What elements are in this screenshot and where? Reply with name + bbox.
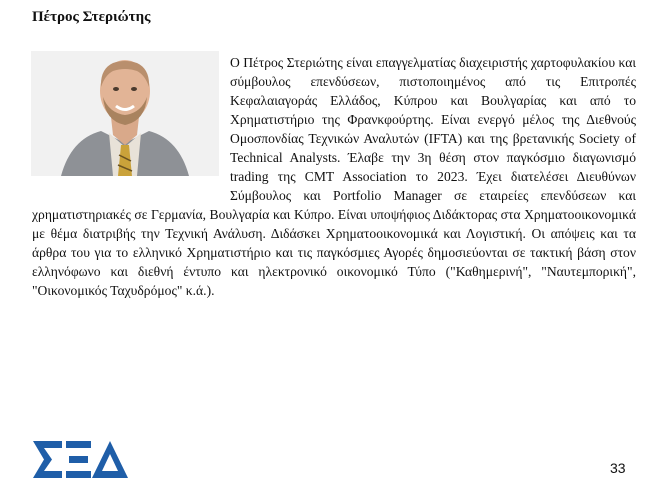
bio-text-block bbox=[32, 53, 636, 300]
bio-paragraph: Ο Πέτρος Στεριώτης είναι επαγγελματίας διαχειριστής χαρτοφυλακίου και σύμβουλος επενδύσεων, πιστοποιημένος από τις Επιτροπές Κεφαλαιαγοράς Ελλάδος, Κύπρου και Βουλγαρίας και από το Χρηματιστήριο της Φρανκφούρτης. Είναι ενεργό μέλος της Διεθνούς Ομοσπονδίας Τεχνικών Αναλυτών (IFTA) και της βρετανικής Society of Technical Analysts. Έλαβε την 3η θέση στον παγκόσμιο διαγωνισμό trading της CMT Association το 2023. Έχει διατελέσει Διευθύνων Σύμβουλος και Portfolio Manager σε εταιρείες επενδύσεων και χρηματιστηριακές σε Γερμανία, Βουλγαρία και Κύπρο. Είναι υποψήφιος Διδάκτορας στα Χρηματοοικονομικά με θέμα διατριβής την Τεχνική Ανάλυση. Διδάσκει Χρηματοοικονομικά και Λογιστική. Οι απόψεις και τα άρθρα του για το ελληνικό Χρηματιστήριο και τις παγκόσμιες Αγορές δημοσιεύονται σε τακτική βάση στον ελληνόφωνο και διεθνή έντυπο και ηλεκτρονικό οικονομικό Τύπο ("Καθημερινή", "Ναυτεμπορική", "Οικονομικός Ταχυδρόμος" κ.ά.). bbox=[32, 55, 636, 298]
page-title: Πέτρος Στεριώτης bbox=[32, 9, 151, 25]
photo-float-spacer bbox=[32, 53, 230, 203]
sea-logo bbox=[32, 441, 128, 478]
page-number: 33 bbox=[610, 460, 626, 476]
